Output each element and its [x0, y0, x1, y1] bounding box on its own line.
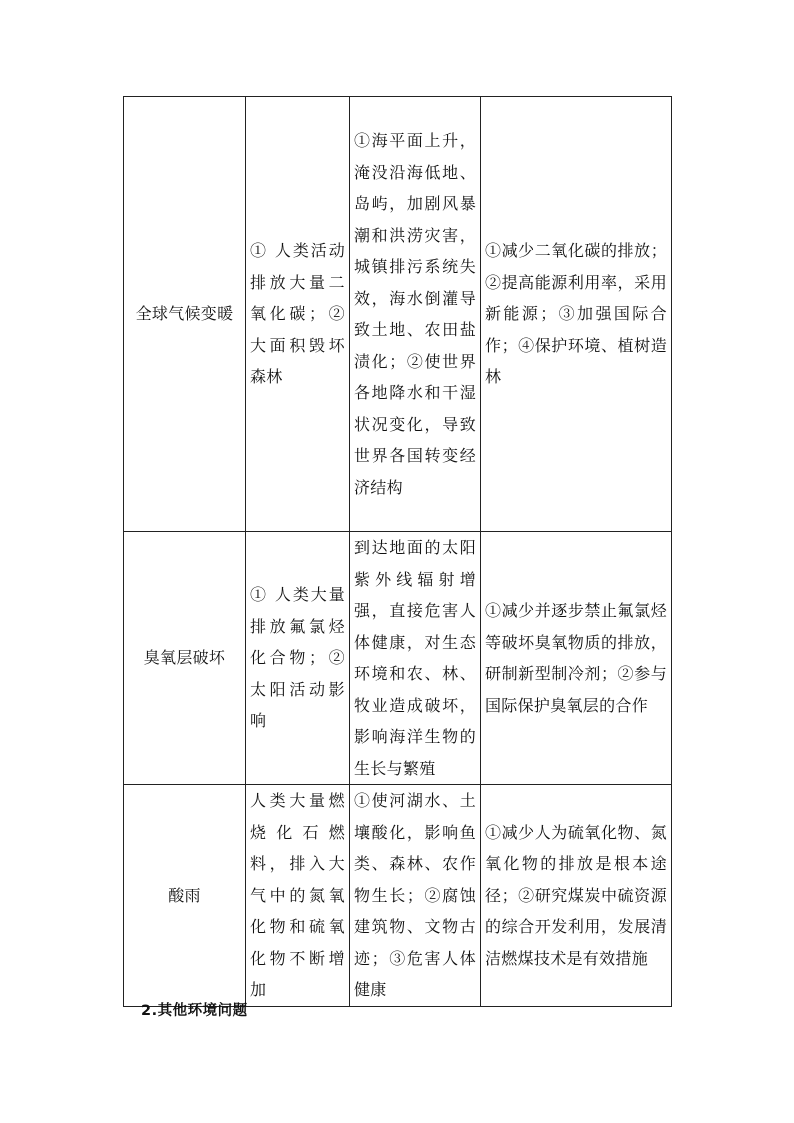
harm-cell: 到达地面的太阳紫外线辐射增强，直接危害人体健康，对生态环境和农、林、牧业造成破坏，影响海洋生物的生长与繁殖 [350, 532, 481, 785]
problem-name-cell: 臭氧层破坏 [124, 532, 246, 785]
measure-cell: ①减少人为硫氧化物、氮氧化物的排放是根本途径；②研究煤炭中硫资源的综合开发利用，发展清洁燃煤技术是有效措施 [481, 785, 672, 1007]
table-row [124, 97, 672, 532]
table-row [124, 785, 672, 1007]
measure-cell: ①减少二氧化碳的排放；②提高能源利用率，采用新能源；③加强国际合作；④保护环境、植树造林 [481, 97, 672, 532]
problem-name-cell: 全球气候变暖 [124, 97, 246, 532]
problem-name-cell: 酸雨 [124, 785, 246, 1007]
cause-cell: ① 人类活动排放大量二氧化碳；② 大面积毁坏森林 [246, 97, 350, 532]
harm-cell: ①海平面上升，淹没沿海低地、岛屿，加剧风暴潮和洪涝灾害，城镇排污系统失效，海水倒灌导致土地、农田盐渍化；②使世界各地降水和干湿状况变化，导致世界各国转变经济结构 [350, 97, 481, 532]
cause-cell: 人类大量燃烧化石燃料，排入大气中的氮氧化物和硫氧化物不断增加 [246, 785, 350, 1007]
environment-problems-table [123, 96, 672, 1007]
harm-cell: ①使河湖水、土壤酸化，影响鱼类、森林、农作物生长；②腐蚀建筑物、文物古迹；③危害人体健康 [350, 785, 481, 1007]
cause-cell: ① 人类大量排放氟氯烃化合物；②太阳活动影响 [246, 532, 350, 785]
measure-cell: ①减少并逐步禁止氟氯烃等破坏臭氧物质的排放，研制新型制冷剂；②参与国际保护臭氧层的合作 [481, 532, 672, 785]
table-row [124, 532, 672, 785]
section-heading: 2.其他环境问题 [141, 1003, 248, 1019]
